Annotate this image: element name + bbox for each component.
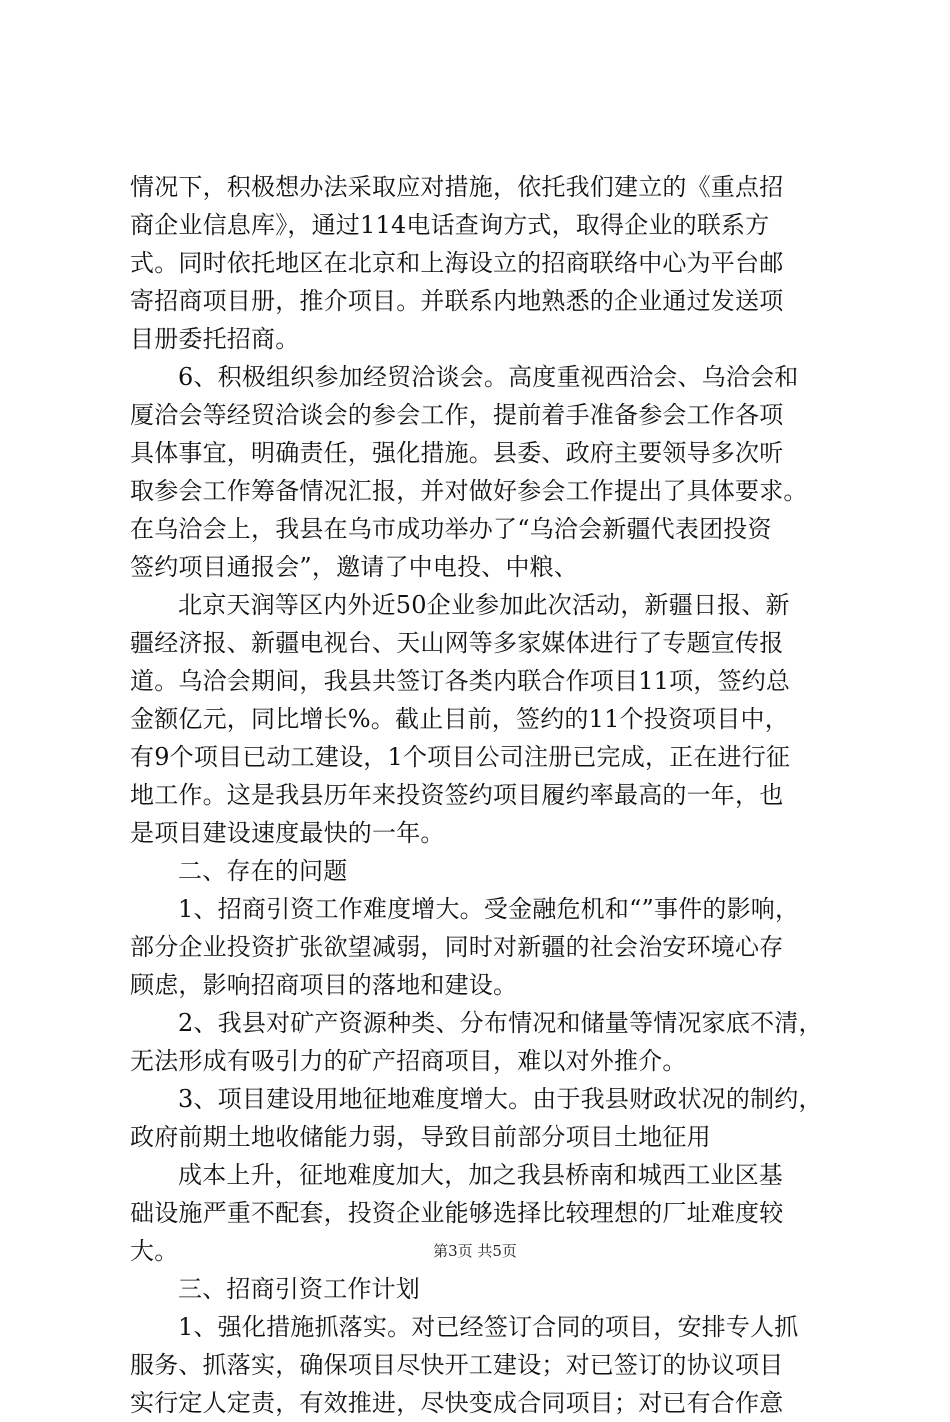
text-line: 式。同时依托地区在北京和上海设立的招商联络中心为平台邮 <box>130 249 784 277</box>
text-line: 大。 <box>130 1237 179 1265</box>
text-line: 部分企业投资扩张欲望减弱，同时对新疆的社会治安环境心存 <box>130 933 784 961</box>
text-line: 取参会工作筹备情况汇报，并对做好参会工作提出了具体要求。 <box>130 477 808 505</box>
text-line: 寄招商项目册，推介项目。并联系内地熟悉的企业通过发送项 <box>130 287 784 315</box>
text-line: 二、存在的问题 <box>178 857 348 885</box>
page-footer: 第3页 共5页 <box>433 1242 517 1260</box>
text-line: 实行定人定责，有效推进，尽快变成合同项目；对已有合作意 <box>130 1389 784 1417</box>
text-line: 道。乌洽会期间，我县共签订各类内联合作项目11项，签约总 <box>130 667 791 695</box>
text-line: 具体事宜，明确责任，强化措施。县委、政府主要领导多次听 <box>130 439 784 467</box>
text-line: 金额亿元，同比增长%。截止目前，签约的11个投资项目中， <box>130 705 789 733</box>
text-line: 签约项目通报会”，邀请了中电投、中粮、 <box>130 553 579 581</box>
text-line: 2、我县对矿产资源种类、分布情况和储量等情况家底不清， <box>178 1009 823 1037</box>
text-line: 1、强化措施抓落实。对已经签订合同的项目，安排专人抓 <box>178 1313 799 1341</box>
text-line: 础设施严重不配套，投资企业能够选择比较理想的厂址难度较 <box>130 1199 784 1227</box>
text-line: 6、积极组织参加经贸洽谈会。高度重视西洽会、乌洽会和 <box>178 363 799 391</box>
text-line: 有9个项目已动工建设，1个项目公司注册已完成，正在进行征 <box>130 743 791 771</box>
text-line: 情况下，积极想办法采取应对措施，依托我们建立的《重点招 <box>130 173 784 201</box>
text-line: 在乌洽会上，我县在乌市成功举办了“乌洽会新疆代表团投资 <box>130 515 772 543</box>
text-line: 服务、抓落实，确保项目尽快开工建设；对已签订的协议项目 <box>130 1351 784 1379</box>
text-line: 无法形成有吸引力的矿产招商项目，难以对外推介。 <box>130 1047 687 1075</box>
text-line: 3、项目建设用地征地难度增大。由于我县财政状况的制约， <box>178 1085 823 1113</box>
text-line: 疆经济报、新疆电视台、天山网等多家媒体进行了专题宣传报 <box>130 629 784 657</box>
document-body <box>130 168 830 1422</box>
text-line: 地工作。这是我县历年来投资签约项目履约率最高的一年，也 <box>130 781 784 809</box>
text-line: 1、招商引资工作难度增大。受金融危机和“”事件的影响， <box>178 895 800 923</box>
text-line: 商企业信息库》，通过114电话查询方式，取得企业的联系方 <box>130 211 770 239</box>
text-line: 厦洽会等经贸洽谈会的参会工作，提前着手准备参会工作各项 <box>130 401 784 429</box>
text-line: 政府前期土地收储能力弱，导致目前部分项目土地征用 <box>130 1123 711 1151</box>
text-line: 成本上升，征地难度加大，加之我县桥南和城西工业区基 <box>178 1161 783 1189</box>
text-line: 三、招商引资工作计划 <box>178 1275 420 1303</box>
text-line: 是项目建设速度最快的一年。 <box>130 819 445 847</box>
text-line: 顾虑，影响招商项目的落地和建设。 <box>130 971 518 999</box>
text-line: 北京天润等区内外近50企业参加此次活动，新疆日报、新 <box>178 591 790 619</box>
text-line: 目册委托招商。 <box>130 325 300 353</box>
